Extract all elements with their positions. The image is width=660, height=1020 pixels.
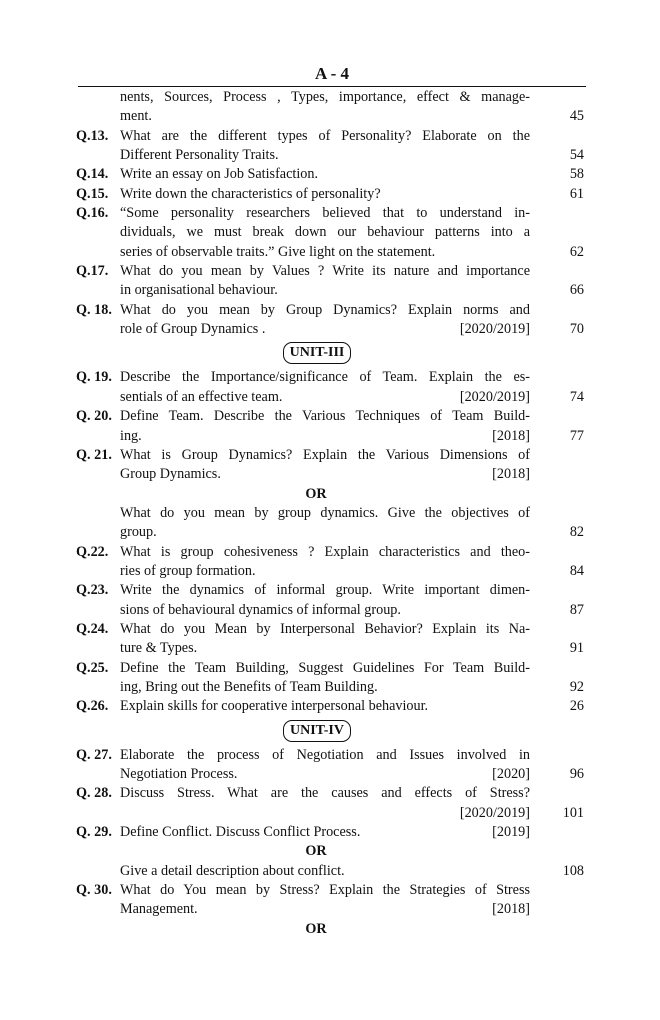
page-number: 45 xyxy=(569,108,584,125)
question-number: Q.22. xyxy=(76,543,109,560)
question-number: Q. 20. xyxy=(76,408,112,425)
question-line-text: What do You mean by Stress? Explain the Strategies of Stress xyxy=(120,882,530,899)
exam-year: [2020/2019] xyxy=(459,388,530,405)
question-line xyxy=(120,784,530,803)
question-line xyxy=(120,165,530,184)
question-line xyxy=(120,620,530,639)
page-number: 108 xyxy=(562,862,584,879)
unit-badge: UNIT-IV xyxy=(283,720,351,742)
question-line-text: Management. xyxy=(120,901,198,918)
question-line xyxy=(120,368,530,387)
toc-entry xyxy=(76,620,586,659)
question-line-text: series of observable traits.” Give light on the statement. xyxy=(120,243,436,260)
question-text xyxy=(120,862,530,881)
question-line-text: Write the dynamics of informal group. Write important dimen- xyxy=(120,582,530,599)
question-text xyxy=(120,697,530,716)
question-number: Q.17. xyxy=(76,263,109,280)
question-text xyxy=(120,262,530,301)
question-line xyxy=(120,639,530,658)
page-number: 77 xyxy=(569,427,584,444)
question-line xyxy=(120,697,530,716)
exam-year: [2018] xyxy=(492,427,530,444)
toc-entry xyxy=(76,262,586,301)
unit-heading xyxy=(76,717,586,746)
exam-year: [2018] xyxy=(492,901,530,918)
toc-entry xyxy=(76,697,586,716)
toc-entry xyxy=(76,504,586,543)
question-text xyxy=(120,185,530,204)
question-number: Q. 29. xyxy=(76,824,112,841)
exam-year: [2018] xyxy=(492,466,530,483)
question-text xyxy=(120,446,530,485)
question-line-text: What do you Mean by Interpersonal Behavior? Explain its Na- xyxy=(120,620,530,637)
question-line-text: dividuals, we must break down our behaviour patterns into a xyxy=(120,224,530,241)
page-number: 66 xyxy=(569,282,584,299)
question-number: Q. 28. xyxy=(76,785,112,802)
question-line-text: Group Dynamics. xyxy=(120,466,221,483)
or-separator: OR xyxy=(305,485,327,502)
page-number: 74 xyxy=(569,388,584,405)
page-number: 91 xyxy=(569,640,584,657)
question-line-text: sentials of an effective team. xyxy=(120,388,283,405)
page-number: 62 xyxy=(569,243,584,260)
question-number: Q.23. xyxy=(76,582,109,599)
question-text xyxy=(120,746,530,785)
question-line-text: What are the different types of Personality? Elaborate on the xyxy=(120,127,530,144)
question-line-text: sions of behavioural dynamics of informal group. xyxy=(120,601,401,618)
toc-entry xyxy=(76,204,586,262)
question-line-text: Give a detail description about conflict. xyxy=(120,862,345,879)
unit-badge: UNIT-III xyxy=(283,342,352,364)
exam-year: [2020/2019] xyxy=(459,321,530,338)
page-number: 58 xyxy=(569,166,584,183)
question-line-text: Write down the characteristics of personality? xyxy=(120,185,381,202)
question-line-text: What do you mean by group dynamics. Give the objectives of xyxy=(120,504,530,521)
exam-year: [2020/2019] xyxy=(459,804,530,821)
question-line xyxy=(120,446,530,465)
toc-entry xyxy=(76,581,586,620)
toc-entry xyxy=(76,784,586,823)
question-line xyxy=(120,543,530,562)
toc-entry xyxy=(76,301,586,340)
question-line-text: in organisational behaviour. xyxy=(120,282,278,299)
question-text xyxy=(120,368,530,407)
question-text xyxy=(120,659,530,698)
toc-entry xyxy=(76,185,586,204)
question-line xyxy=(120,243,530,262)
question-line xyxy=(120,465,530,484)
question-line xyxy=(120,281,530,300)
question-text xyxy=(120,407,530,446)
question-line xyxy=(120,504,530,523)
question-number: Q.14. xyxy=(76,166,109,183)
exam-year: [2020] xyxy=(492,766,530,782)
question-line xyxy=(120,746,530,765)
question-line-text: What is group cohesiveness ? Explain characteristics and theo- xyxy=(120,543,530,560)
question-text xyxy=(120,204,530,262)
question-line xyxy=(120,881,530,900)
page-number: 70 xyxy=(569,321,584,338)
page-number: 84 xyxy=(569,562,584,579)
question-number: Q.16. xyxy=(76,205,109,222)
page-number: 87 xyxy=(569,601,584,618)
question-line-text: Define Conflict. Discuss Conflict Process. xyxy=(120,824,361,841)
question-line-text: Define Team. Describe the Various Techniques of Team Build- xyxy=(120,408,530,425)
table-of-contents xyxy=(76,88,586,939)
toc-entry xyxy=(76,446,586,485)
question-line xyxy=(120,659,530,678)
question-line xyxy=(120,127,530,146)
question-text xyxy=(120,620,530,659)
question-line xyxy=(120,427,530,446)
question-number: Q. 21. xyxy=(76,446,112,463)
question-text xyxy=(120,127,530,166)
question-line-text: Explain skills for cooperative interpersonal behaviour. xyxy=(120,698,429,715)
question-line xyxy=(120,301,530,320)
question-line xyxy=(120,523,530,542)
toc-entry xyxy=(76,368,586,407)
question-line-text: Different Personality Traits. xyxy=(120,147,279,164)
question-text xyxy=(120,301,530,340)
page-number: 96 xyxy=(569,766,584,782)
question-line xyxy=(120,388,530,407)
question-line xyxy=(120,204,530,223)
toc-entry xyxy=(76,862,586,881)
question-line xyxy=(120,88,530,107)
question-text xyxy=(120,165,530,184)
question-line xyxy=(120,601,530,620)
page-number: 82 xyxy=(569,524,584,541)
question-line-text: Describe the Importance/significance of Team. Explain the es- xyxy=(120,369,530,386)
toc-entry xyxy=(76,746,586,785)
question-text xyxy=(120,88,530,127)
question-line xyxy=(120,146,530,165)
question-line-text: ture & Types. xyxy=(120,640,198,657)
question-text xyxy=(120,504,530,543)
question-number: Q. 19. xyxy=(76,369,112,386)
toc-entry xyxy=(76,543,586,582)
toc-entry xyxy=(76,659,586,698)
question-line-text: ries of group formation. xyxy=(120,562,256,579)
question-line xyxy=(120,107,530,126)
header-rule xyxy=(78,86,586,87)
question-line xyxy=(120,185,530,204)
question-line-text: Elaborate the process of Negotiation and Issues involved in xyxy=(120,746,530,763)
question-number: Q.13. xyxy=(76,127,109,144)
page-number: 26 xyxy=(569,698,584,715)
page-number: 54 xyxy=(569,147,584,164)
question-line xyxy=(120,562,530,581)
or-separator: OR xyxy=(305,920,327,937)
question-line xyxy=(120,320,530,339)
question-line-text: Define the Team Building, Suggest Guidelines For Team Build- xyxy=(120,659,530,676)
question-line-text: ing, Bring out the Benefits of Team Building. xyxy=(120,678,378,695)
question-number: Q.24. xyxy=(76,620,109,637)
question-line-text: What is Group Dynamics? Explain the Various Dimensions of xyxy=(120,446,530,463)
toc-entry xyxy=(76,407,586,446)
question-text xyxy=(120,784,530,823)
question-line-text: Discuss Stress. What are the causes and effects of Stress? xyxy=(120,785,530,802)
question-line xyxy=(120,765,530,784)
question-number: Q.15. xyxy=(76,185,109,202)
toc-entry xyxy=(76,165,586,184)
question-number: Q. 18. xyxy=(76,301,112,318)
question-line-text: What do you mean by Values ? Write its nature and importance xyxy=(120,263,530,280)
unit-heading xyxy=(76,339,586,368)
question-text xyxy=(120,543,530,582)
question-line-text: ment. xyxy=(120,108,152,125)
question-number: Q. 30. xyxy=(76,882,112,899)
page-number: 101 xyxy=(562,804,584,821)
question-line xyxy=(120,407,530,426)
question-line-text: Write an essay on Job Satisfaction. xyxy=(120,166,319,183)
question-line-text: group. xyxy=(120,524,157,541)
question-number: Q.26. xyxy=(76,698,109,715)
page-label: A - 4 xyxy=(315,64,349,83)
question-number: Q.25. xyxy=(76,659,109,676)
question-line xyxy=(120,262,530,281)
question-line xyxy=(120,900,530,919)
question-line-text: Negotiation Process. xyxy=(120,766,238,782)
question-line-text: ing. xyxy=(120,427,142,444)
question-line-text: “Some personality researchers believed that to understand in- xyxy=(120,205,530,222)
toc-entry xyxy=(76,127,586,166)
toc-entry xyxy=(76,823,586,842)
question-number: Q. 27. xyxy=(76,746,112,763)
exam-year: [2019] xyxy=(492,824,530,841)
toc-entry xyxy=(76,88,586,127)
question-line-text: nents, Sources, Process , Types, importance, effect & manage- xyxy=(120,89,530,105)
page-number: 92 xyxy=(569,678,584,695)
question-line xyxy=(120,581,530,600)
or-separator: OR xyxy=(305,843,327,860)
question-line-text: What do you mean by Group Dynamics? Explain norms and xyxy=(120,301,530,318)
question-line xyxy=(120,862,530,881)
question-line xyxy=(120,804,530,823)
page-number: 61 xyxy=(569,185,584,202)
question-text xyxy=(120,823,530,842)
question-line xyxy=(120,823,530,842)
question-text xyxy=(120,881,530,920)
question-line xyxy=(120,223,530,242)
question-line-text: role of Group Dynamics . xyxy=(120,321,266,338)
question-text xyxy=(120,581,530,620)
question-line xyxy=(120,678,530,697)
toc-entry xyxy=(76,881,586,920)
